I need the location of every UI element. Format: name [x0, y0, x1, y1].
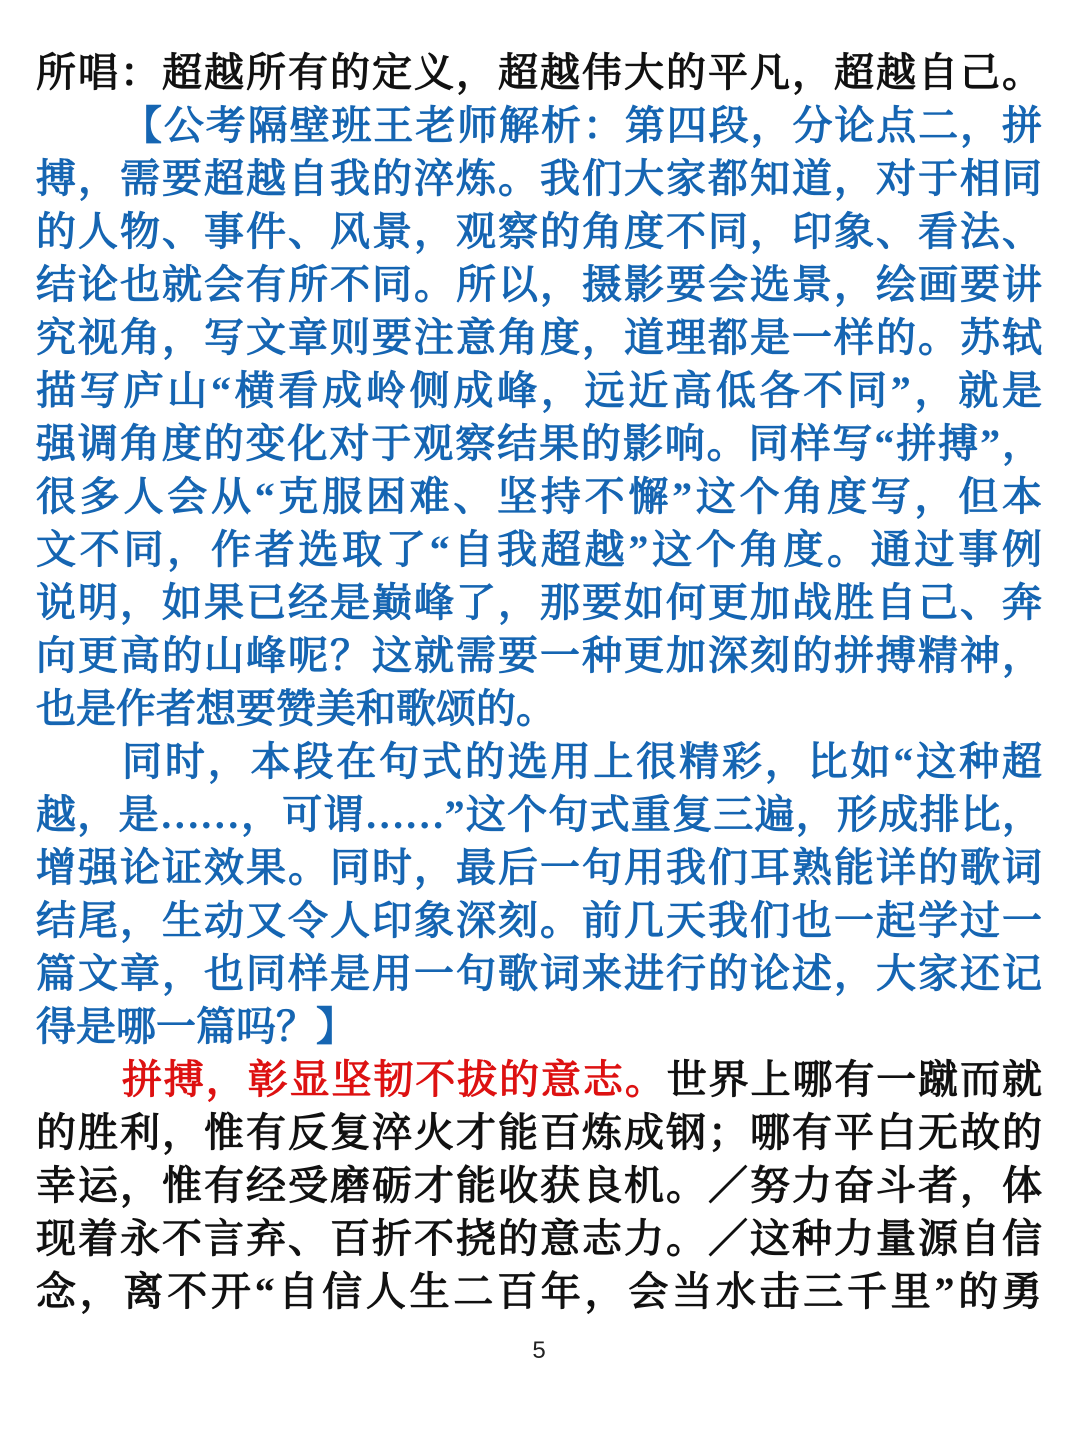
analysis-line: 同时，本段在句式的选用上很精彩，比如“这种超 — [122, 739, 1042, 784]
analysis-line: 的人物、事件、风景，观察的角度不同，印象、看法、 — [36, 209, 1042, 254]
body-line: 念，离不开“自信人生二百年，会当水击三千里”的勇 — [36, 1269, 1042, 1314]
analysis-line: 搏，需要超越自我的淬炼。我们大家都知道，对于相同 — [36, 156, 1042, 201]
analysis-line: 也是作者想要赞美和歌颂的。 — [36, 686, 556, 731]
analysis-line: 结论也就会有所不同。所以，摄影要会选景，绘画要讲 — [36, 262, 1042, 307]
body-paragraph — [36, 1053, 1042, 1318]
analysis-block — [36, 99, 1042, 1053]
analysis-line: 很多人会从“克服困难、坚持不懈”这个角度写，但本 — [36, 474, 1042, 519]
page-footer — [36, 1336, 1042, 1366]
analysis-line: 增强论证效果。同时，最后一句用我们耳熟能详的歌词 — [36, 845, 1042, 890]
analysis-line: 文不同，作者选取了“自我超越”这个角度。通过事例 — [36, 527, 1042, 572]
key-sentence-line — [36, 1053, 1042, 1106]
body-line: 的胜利，惟有反复淬火才能百炼成钢；哪有平白无故的 — [36, 1110, 1042, 1155]
analysis-line: 越，是……，可谓……”这个句式重复三遍，形成排比， — [36, 792, 1042, 837]
body-line: 现着永不言弃、百折不挠的意志力。／这种力量源自信 — [36, 1216, 1042, 1261]
analysis-line: 【公考隔壁班王老师解析：第四段，分论点二，拼 — [122, 103, 1042, 148]
analysis-line: 究视角，写文章则要注意角度，道理都是一样的。苏轼 — [36, 315, 1042, 360]
page-number: 5 — [532, 1337, 546, 1364]
key-sentence-red: 拼搏，彰显坚韧不拔的意志。 — [122, 1057, 667, 1102]
analysis-line: 篇文章，也同样是用一句歌词来进行的论述，大家还记 — [36, 951, 1042, 996]
analysis-line: 结尾，生动又令人印象深刻。前几天我们也一起学过一 — [36, 898, 1042, 943]
analysis-line: 强调角度的变化对于观察结果的影响。同样写“拼搏”， — [36, 421, 1042, 466]
analysis-line: 向更高的山峰呢？这就需要一种更加深刻的拼搏精神， — [36, 633, 1042, 678]
key-sentence-continuation: 世界上哪有一蹴而就 — [666, 1057, 1042, 1102]
analysis-line: 描写庐山“横看成岭侧成峰，远近高低各不同”，就是 — [36, 368, 1042, 413]
analysis-line: 说明，如果已经是巅峰了，那要如何更加战胜自己、奔 — [36, 580, 1042, 625]
analysis-line: 得是哪一篇吗？】 — [36, 1004, 356, 1049]
body-line: 幸运，惟有经受磨砺才能收获良机。／努力奋斗者，体 — [36, 1163, 1042, 1208]
opening-line: 所唱：超越所有的定义，超越伟大的平凡，超越自己。 — [36, 50, 1042, 95]
